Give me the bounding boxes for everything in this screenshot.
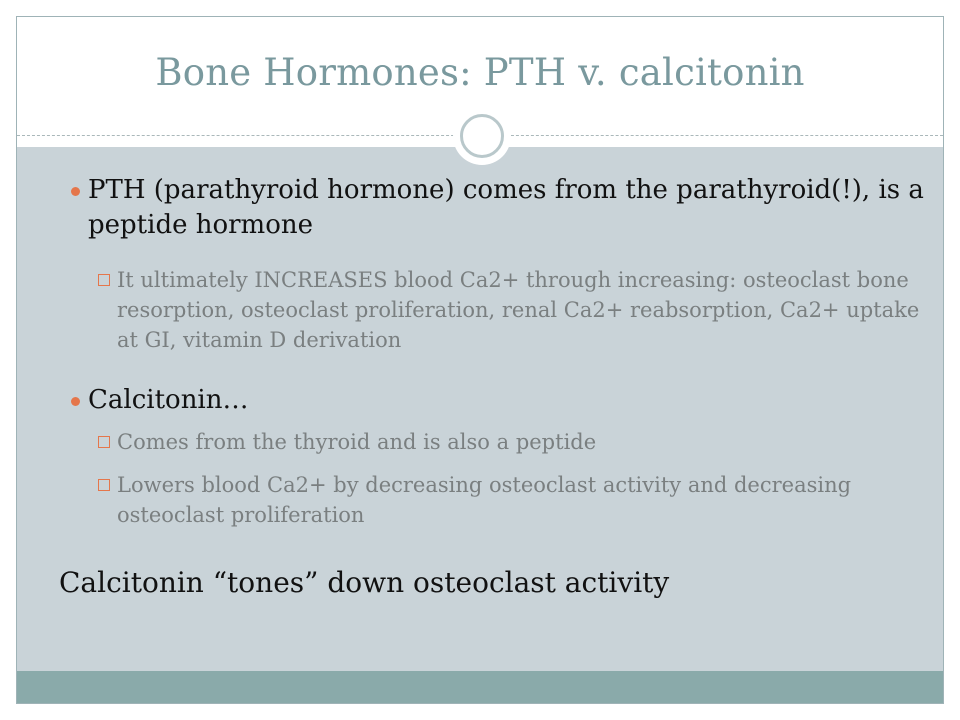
sub-bullet-calcitonin-effect-text: Lowers blood Ca2+ by decreasing osteoclast activity and decreasing osteoclast proliferation	[117, 473, 852, 527]
sub-bullet-pth-effects	[98, 265, 938, 355]
sub-bullet-calcitonin-source-text: Comes from the thyroid and is also a peptide	[117, 430, 597, 454]
bullet-calcitonin	[71, 383, 931, 418]
hollow-square-icon	[98, 479, 110, 491]
closing-statement: Calcitonin “tones” down osteoclast activity	[59, 566, 670, 599]
bullet-pth	[71, 173, 931, 243]
ring-icon	[460, 114, 504, 158]
filled-circle-icon	[71, 187, 80, 196]
footer-band	[17, 671, 943, 703]
sub-bullet-pth-effects-text: It ultimately INCREASES blood Ca2+ through increasing: osteoclast bone resorption, osteoclast proliferation, renal Ca2+ reabsorption, Ca2+ uptake at GI, vitamin D derivation	[117, 268, 920, 352]
slide-title: Bone Hormones: PTH v. calcitonin	[155, 51, 805, 94]
filled-circle-icon	[71, 397, 80, 406]
hollow-square-icon	[98, 436, 110, 448]
bullet-calcitonin-text: Calcitonin…	[88, 385, 249, 415]
sub-bullet-calcitonin-effect	[98, 470, 938, 530]
hollow-square-icon	[98, 274, 110, 286]
bullet-pth-text: PTH (parathyroid hormone) comes from the parathyroid(!), is a peptide hormone	[88, 175, 924, 240]
sub-bullet-calcitonin-source	[98, 427, 938, 457]
slide-frame	[16, 16, 944, 704]
